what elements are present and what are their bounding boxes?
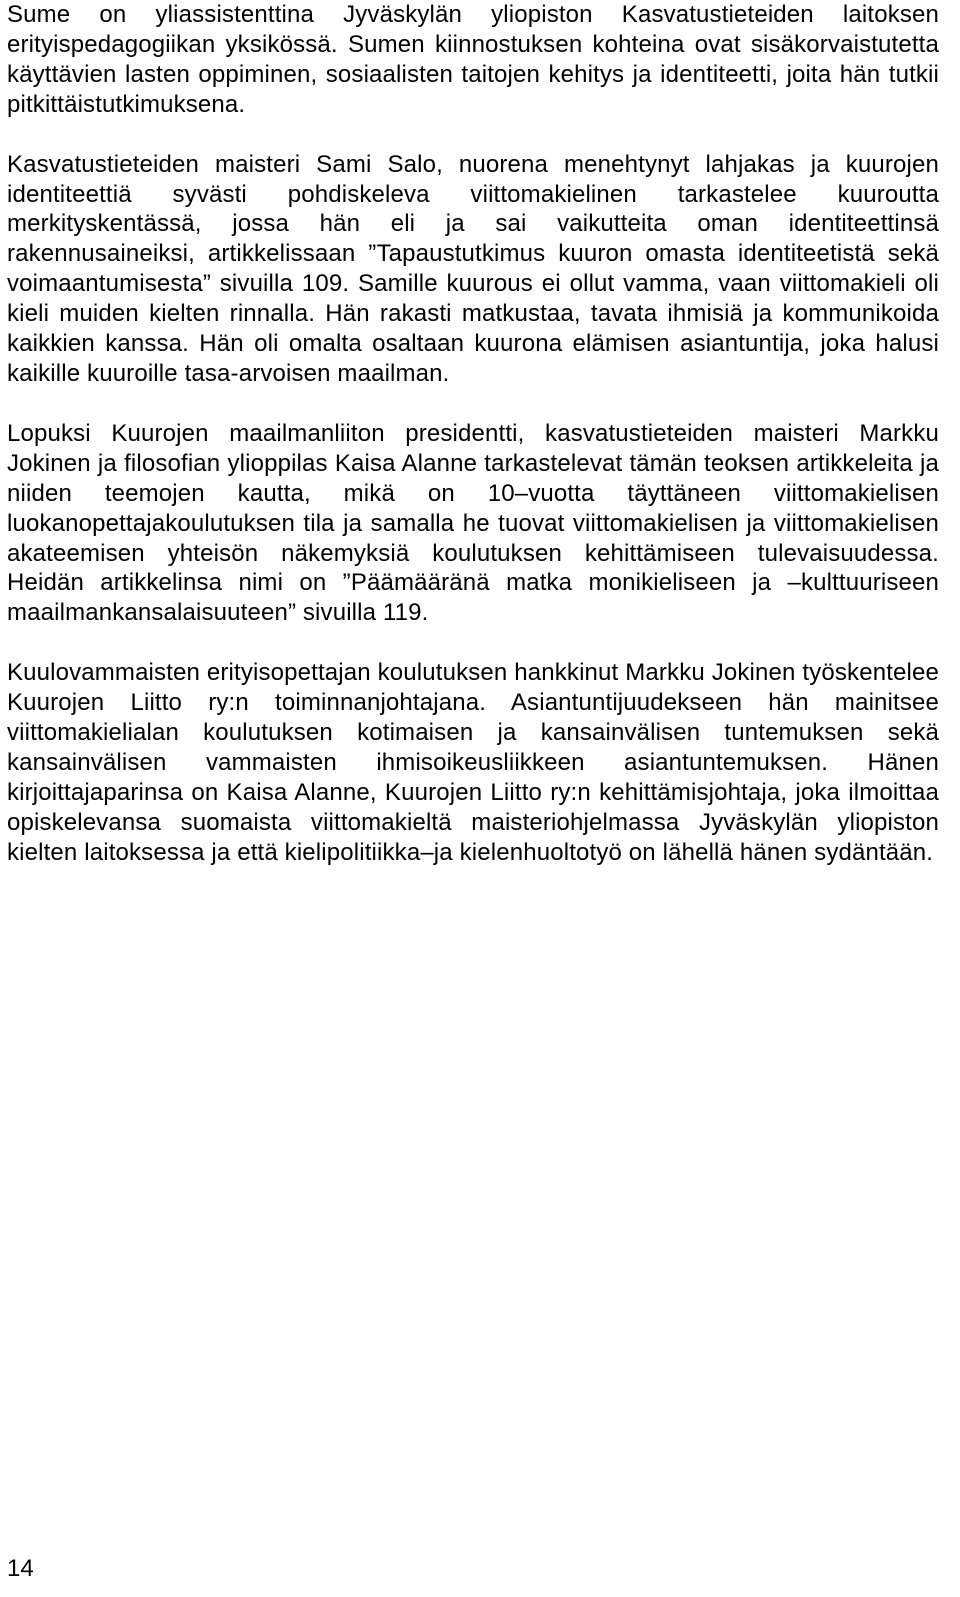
paragraph-markku-jokinen: Kuulovammaisten erityisopettajan koulutuksen hankkinut Markku Jokinen työskentelee Kuurojen Liitto ry:n toiminnanjohtajana. Asiantuntijuudekseen hän mainitsee viittomakielialan koulutuksen kotimaisen ja kansainvälisen tuntemuksen sekä kansainvälisen vammaisten ihmisoikeusliikkeen asiantuntemuksen. Hänen kirjoittajaparinsa on Kaisa Alanne, Kuurojen Liitto ry:n kehittämisjohtaja, joka ilmoittaa opiskelevansa suomaista viittomakieltä maisteriohjelmassa Jyväskylän yliopiston kielten laitoksessa ja että kielipolitiikka–ja kielenhuoltotyö on lähellä hänen sydäntään. — [7, 659, 939, 866]
document-page — [7, 0, 939, 868]
paragraph-jokinen-alanne: Lopuksi Kuurojen maailmanliiton presidentti, kasvatustieteiden maisteri Markku Jokinen ja filosofian ylioppilas Kaisa Alanne tarkastelevat tämän teoksen artikkeleita ja niiden teemojen kautta, mikä on 10–vuotta täyttäneen viittomakielisen luokanopettajakoulutuksen tila ja samalla he tuovat viittomakielisen ja viittomakielisen akateemisen yhteisön näkemyksiä koulutuksen kehittämiseen tulevaisuudessa. Heidän artikkelinsa nimi on ”Päämääränä matka monikieliseen ja –kulttuuriseen maailmankansalaisuuteen” sivuilla 119. — [7, 419, 939, 627]
paragraph-sume: Sume on yliassistenttina Jyväskylän yliopiston Kasvatustieteiden laitoksen erityispedagogiikan yksikössä. Sumen kiinnostuksen kohteina ovat sisäkorvaistutetta käyttävien lasten oppiminen, sosiaalisten taitojen kehitys ja identiteetti, joita hän tutkii pitkittäistutkimuksena. — [7, 1, 939, 118]
page-number: 14 — [7, 1555, 34, 1582]
paragraph-sami-salo: Kasvatustieteiden maisteri Sami Salo, nuorena menehtynyt lahjakas ja kuurojen identiteettiä syvästi pohdiskeleva viittomakielinen tarkastelee kuuroutta merkityskentässä, jossa hän eli ja sai vaikutteita oman identiteettinsä rakennusaineiksi, artikkelissaan ”Tapaustutkimus kuuron omasta identiteetistä sekä voimaantumisesta” sivuilla 109. Samille kuurous ei ollut vamma, vaan viittomakieli oli kieli muiden kielten rinnalla. Hän rakasti matkustaa, tavata ihmisiä ja kommunikoida kaikkien kanssa. Hän oli omalta osaltaan kuurona elämisen asiantuntija, joka halusi kaikille kuuroille tasa-arvoisen maailman. — [7, 150, 939, 387]
